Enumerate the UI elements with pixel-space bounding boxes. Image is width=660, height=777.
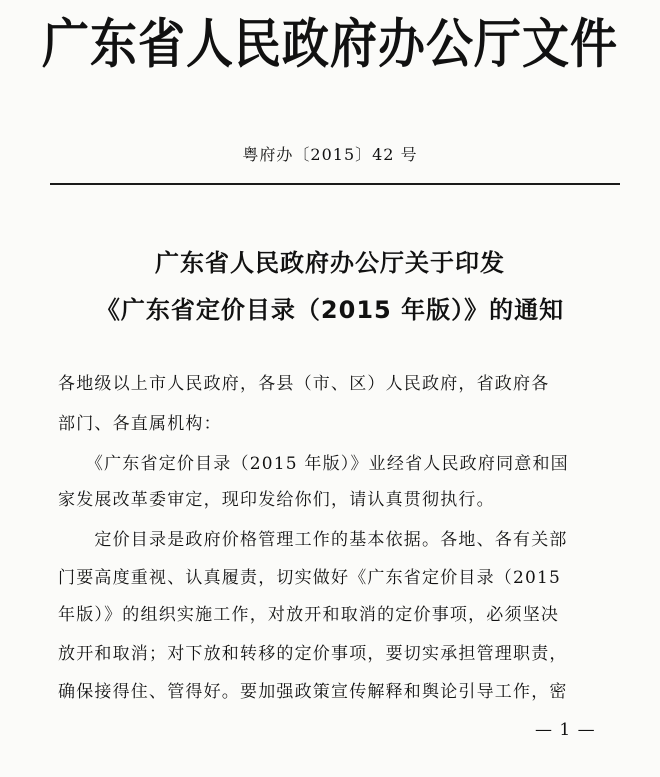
body-line: 部门、各直属机构： xyxy=(58,414,222,434)
body-line: 年版）》的组织实施工作，对放开和取消的定价事项，必须坚决 xyxy=(58,605,560,625)
masthead-divider xyxy=(50,183,620,185)
body-line: 定价目录是政府价格管理工作的基本依据。各地、各有关部 xyxy=(58,530,568,550)
body-line: 家发展改革委审定，现印发给你们，请认真贯彻执行。 xyxy=(58,490,495,510)
document-title-line-2: 《广东省定价目录（2015 年版）》的通知 xyxy=(95,296,565,324)
body-line: 放开和取消；对下放和转移的定价事项，要切实承担管理职责， xyxy=(58,644,568,664)
document-masthead: 广东省人民政府办公厅文件 xyxy=(42,13,618,76)
document-title-line-1: 广东省人民政府办公厅关于印发 xyxy=(155,249,505,277)
body-line: 确保接得住、管得好。要加强政策宣传解释和舆论引导工作，密 xyxy=(58,682,568,702)
page-number: — 1 — xyxy=(535,720,596,740)
document-number: 粤府办〔2015〕42 号 xyxy=(242,145,418,164)
body-line: 《广东省定价目录（2015 年版）》业经省人民政府同意和国 xyxy=(58,454,569,474)
body-line: 各地级以上市人民政府，各县（市、区）人民政府，省政府各 xyxy=(58,374,550,394)
body-line: 门要高度重视、认真履责，切实做好《广东省定价目录（2015 xyxy=(58,568,562,588)
